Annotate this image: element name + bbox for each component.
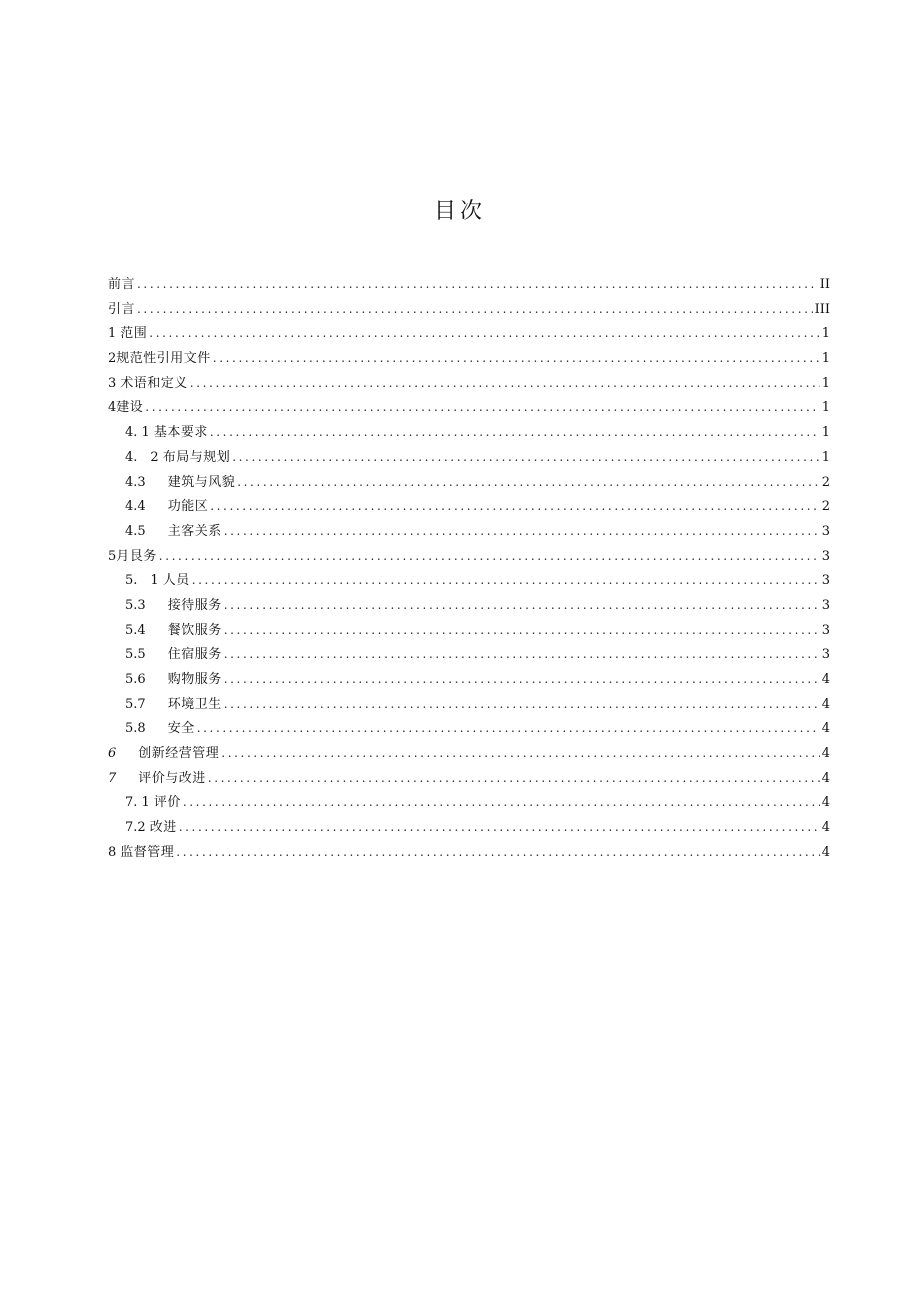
toc-leader-dots xyxy=(224,519,820,544)
toc-leader-dots xyxy=(183,790,820,815)
toc-entry[interactable] xyxy=(108,840,830,865)
toc-entry[interactable] xyxy=(108,346,830,371)
toc-entry-number: 5. 1 xyxy=(125,573,159,589)
toc-entry[interactable] xyxy=(108,420,830,445)
toc-entry-number: 1 xyxy=(108,326,117,342)
toc-entry[interactable] xyxy=(108,815,830,840)
toc-entry[interactable] xyxy=(108,272,830,297)
toc-entry-number: 2 xyxy=(108,351,117,367)
toc-entry-page: 3 xyxy=(821,622,830,638)
toc-leader-dots xyxy=(145,395,819,420)
toc-entry-title: 范围 xyxy=(120,326,148,342)
toc-leader-dots xyxy=(137,297,813,322)
toc-leader-dots xyxy=(149,321,819,346)
toc-entry-page: 4 xyxy=(821,696,830,712)
toc-leader-dots xyxy=(159,544,820,569)
toc-entry-title: 评价 xyxy=(153,795,181,811)
toc-entry[interactable] xyxy=(108,544,830,569)
toc-leader-dots xyxy=(224,667,820,692)
toc-entry[interactable] xyxy=(108,494,830,519)
toc-entry[interactable] xyxy=(108,790,830,815)
toc-entry-number: 4.4 xyxy=(125,499,146,515)
toc-entry-page: 4 xyxy=(821,820,830,836)
toc-entry-number: 5.3 xyxy=(125,597,146,613)
toc-entry-number: 7 xyxy=(108,770,117,786)
toc-entry-number: 4.3 xyxy=(125,474,146,490)
toc-entry-page: 1 xyxy=(821,449,830,465)
toc-entry-title: 评价与改进 xyxy=(138,770,206,786)
toc-leader-dots xyxy=(237,470,820,495)
toc-entry-page: 1 xyxy=(821,400,830,416)
toc-entry-number: 5.7 xyxy=(125,696,146,712)
toc-entry-title: 引言 xyxy=(108,301,136,317)
toc-entry-number: 5.4 xyxy=(125,622,146,638)
toc-title: 目次 xyxy=(433,199,486,224)
toc-leader-dots xyxy=(210,494,820,519)
toc-leader-dots xyxy=(137,272,818,297)
toc-entry[interactable] xyxy=(108,618,830,643)
toc-entry-title: 规范性引用文件 xyxy=(116,351,211,367)
toc-entry[interactable] xyxy=(108,568,830,593)
toc-entry-title: 环境卫生 xyxy=(167,696,222,712)
toc-entry-page: 3 xyxy=(821,647,830,663)
toc-entry-number: 5.6 xyxy=(125,672,146,687)
toc-entry[interactable] xyxy=(108,593,830,618)
toc-entry-page: 2 xyxy=(821,474,830,490)
toc-entry-title: 基本要求 xyxy=(153,425,208,441)
toc-leader-dots xyxy=(192,568,820,593)
toc-entry-title: 安全 xyxy=(167,721,195,737)
toc-entry-number: 8 xyxy=(108,844,117,860)
toc-entry-title: 术语和定义 xyxy=(120,375,188,391)
toc-entry[interactable] xyxy=(108,297,830,322)
toc-entry[interactable] xyxy=(108,692,830,717)
toc-entry-number: 4. 1 xyxy=(125,425,150,441)
toc-entry-number: 5 xyxy=(108,548,117,564)
toc-entry[interactable] xyxy=(108,371,830,396)
toc-entry-number: 7. 1 xyxy=(125,795,150,811)
toc-entry-title: 接待服务 xyxy=(167,597,222,613)
toc-entry-title: 布局与规划 xyxy=(162,449,231,465)
toc-leader-dots xyxy=(224,618,820,643)
toc-entry-title: 住宿服务 xyxy=(167,647,222,663)
toc-entry-title: 功能区 xyxy=(167,499,209,515)
toc-entry-number: 4.5 xyxy=(125,523,146,539)
toc-entry-page: 4 xyxy=(821,844,830,860)
toc-leader-dots xyxy=(210,420,820,445)
toc-entry-title: 餐饮服务 xyxy=(167,622,222,638)
toc-entry-number: 5.5 xyxy=(125,647,146,663)
toc-entry-number: 7.2 xyxy=(125,820,146,836)
toc-leader-dots xyxy=(190,371,820,396)
toc-entry-number: 4 xyxy=(108,400,117,416)
toc-entry-title: 购物服务 xyxy=(167,672,222,687)
toc-entry[interactable] xyxy=(108,766,830,791)
toc-leader-dots xyxy=(208,766,820,791)
toc-entry-title: 主客关系 xyxy=(167,523,222,539)
toc-entry-title: 建设 xyxy=(116,400,144,416)
toc-entry-number: 5.8 xyxy=(125,721,146,737)
toc-entry[interactable] xyxy=(108,667,830,692)
toc-entry[interactable] xyxy=(108,470,830,495)
toc-leader-dots xyxy=(224,692,820,717)
toc-entry-page: 1 xyxy=(821,351,830,367)
toc-entry[interactable] xyxy=(108,741,830,766)
toc-entry-title: 人员 xyxy=(162,573,190,589)
toc-entry-title: 监督管理 xyxy=(120,844,175,860)
toc-entry-title: 创新经营管理 xyxy=(138,746,220,762)
toc-entry-page: 4 xyxy=(821,795,830,811)
toc-leader-dots xyxy=(221,741,819,766)
toc-entry-page: 4 xyxy=(821,770,830,786)
toc-entry-number: 3 xyxy=(108,375,117,391)
toc-entry-title: 建筑与风貌 xyxy=(167,474,236,490)
toc-entry-number: 6 xyxy=(108,746,117,762)
toc-entry-page: 3 xyxy=(821,573,830,589)
toc-entry[interactable] xyxy=(108,321,830,346)
toc-leader-dots xyxy=(224,593,820,618)
toc-leader-dots xyxy=(224,642,820,667)
toc-leader-dots xyxy=(197,716,820,741)
toc-entry[interactable] xyxy=(108,716,830,741)
toc-entry-number: 4. 2 xyxy=(125,449,159,465)
toc-leader-dots xyxy=(179,815,820,840)
toc-entry[interactable] xyxy=(108,642,830,667)
toc-entry-page: 3 xyxy=(821,597,830,613)
toc-entry-page: III xyxy=(814,301,830,317)
toc-entry-page: 4 xyxy=(821,721,830,737)
toc-entry-page: 4 xyxy=(821,746,830,762)
toc-leader-dots xyxy=(232,445,820,470)
toc-entry[interactable] xyxy=(108,395,830,420)
toc-entry-page: 3 xyxy=(821,523,830,539)
toc-entry[interactable] xyxy=(108,445,830,470)
toc-entry-page: 2 xyxy=(821,499,830,515)
toc-entry-page: II xyxy=(819,277,830,292)
toc-leader-dots xyxy=(176,840,819,865)
table-of-contents xyxy=(108,272,830,865)
toc-entry-title: 月艮务 xyxy=(116,548,157,564)
toc-entry-title: 前言 xyxy=(108,277,136,292)
toc-entry[interactable] xyxy=(108,519,830,544)
toc-entry-title: 改进 xyxy=(149,820,177,836)
toc-entry-page: 1 xyxy=(821,425,830,441)
toc-entry-page: 4 xyxy=(821,672,830,687)
toc-entry-page: 1 xyxy=(821,326,830,342)
toc-leader-dots xyxy=(213,346,820,371)
toc-entry-page: 3 xyxy=(821,548,830,564)
toc-entry-page: 1 xyxy=(821,375,830,391)
